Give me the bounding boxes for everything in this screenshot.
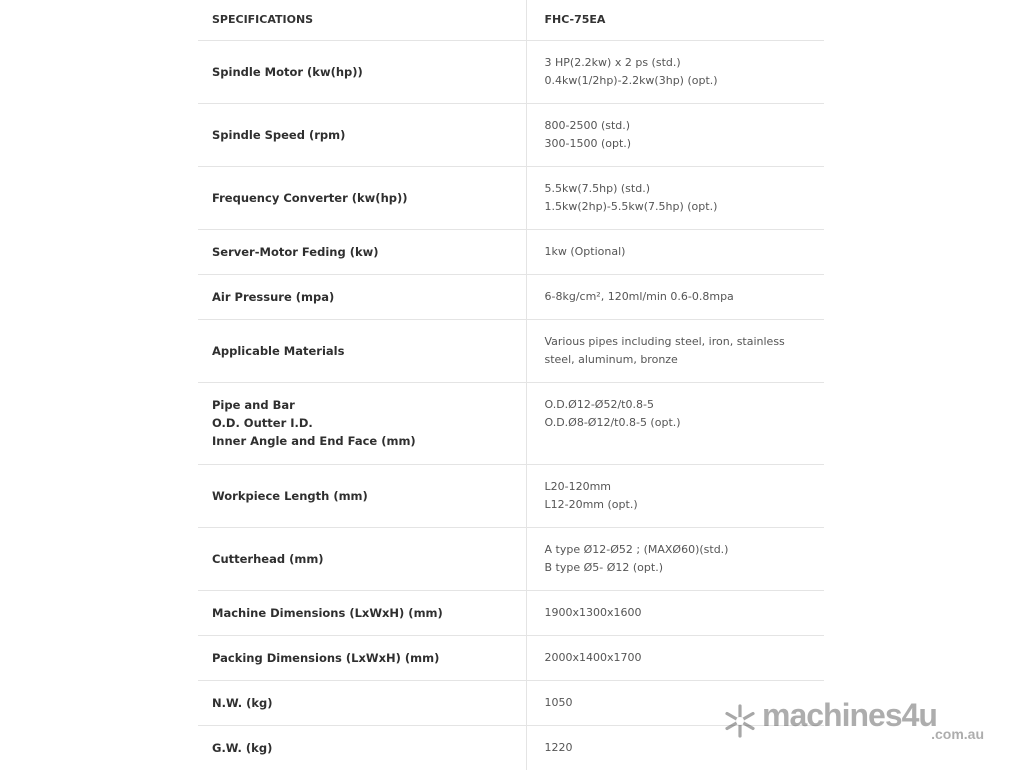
row-value (526, 229, 824, 274)
watermark-brand: machines4u (762, 697, 937, 733)
row-label: G.W. (kg) (212, 740, 273, 755)
row-label (198, 382, 526, 464)
table-row (198, 40, 824, 103)
table-row (198, 274, 824, 319)
row-label: N.W. (kg) (198, 680, 526, 725)
value-line: L12-20mm (opt.) (544, 497, 638, 511)
row-label: Frequency Converter (kw(hp)) (198, 166, 526, 229)
value-line: 3 HP(2.2kw) x 2 ps (std.) (544, 55, 681, 69)
value-line: 1.5kw(2hp)-5.5kw(7.5hp) (opt.) (544, 199, 718, 213)
machines4u-watermark (722, 697, 990, 744)
table-row (198, 635, 824, 680)
row-label: Applicable Materials (198, 319, 526, 382)
row-value (526, 40, 824, 103)
row-value (526, 319, 824, 382)
table-row (198, 103, 824, 166)
value-line: 5.5kw(7.5hp) (std.) (544, 181, 650, 195)
label-line: O.D. Outter I.D. (212, 416, 313, 430)
header-model-cell: FHC-75EA (526, 0, 824, 40)
value-line: 800-2500 (std.) (544, 118, 631, 132)
value-line: 1050 (544, 695, 573, 709)
value-line: 6-8kg/cm², 120ml/min 0.6-0.8mpa (544, 289, 734, 303)
row-value (526, 464, 824, 527)
row-label: Machine Dimensions (LxWxH) (mm) (198, 590, 526, 635)
label-line: Pipe and Bar (212, 398, 295, 412)
value-line: O.D.Ø12-Ø52/t0.8-5 (544, 397, 654, 411)
table-header-row (198, 0, 824, 40)
row-value (526, 527, 824, 590)
value-line: L20-120mm (544, 479, 612, 493)
value-line: 1220 (544, 740, 573, 754)
value-line: 1kw (Optional) (544, 244, 626, 258)
row-label: Workpiece Length (mm) (198, 464, 526, 527)
table-row (198, 166, 824, 229)
row-label: Spindle Motor (kw(hp)) (198, 40, 526, 103)
table-row (198, 382, 824, 464)
value-line: B type Ø5- Ø12 (opt.) (544, 560, 663, 574)
row-label: Spindle Speed (rpm) (198, 103, 526, 166)
watermark-domain: .com.au (931, 726, 984, 742)
value-line: 1900x1300x1600 (544, 605, 642, 619)
row-value (526, 274, 824, 319)
row-value (526, 382, 824, 464)
snowflake-star-icon (722, 703, 758, 739)
row-value (526, 166, 824, 229)
table-row (198, 527, 824, 590)
label-line: Inner Angle and End Face (mm) (212, 434, 416, 448)
value-line: Various pipes including steel, iron, stainless steel, aluminum, bronze (544, 334, 785, 366)
table-row (198, 319, 824, 382)
table-row (198, 590, 824, 635)
value-line: 0.4kw(1/2hp)-2.2kw(3hp) (opt.) (544, 73, 718, 87)
row-label: Air Pressure (mpa) (198, 274, 526, 319)
value-line: A type Ø12-Ø52 ; (MAXØ60)(std.) (544, 542, 729, 556)
header-label-cell: SPECIFICATIONS (198, 0, 526, 40)
table-row (198, 229, 824, 274)
value-line: 2000x1400x1700 (544, 650, 642, 664)
table-row (198, 464, 824, 527)
value-line: O.D.Ø8-Ø12/t0.8-5 (opt.) (544, 415, 681, 429)
row-label: Server-Motor Feding (kw) (198, 229, 526, 274)
value-line: 300-1500 (opt.) (544, 136, 632, 150)
row-label: Packing Dimensions (LxWxH) (mm) (198, 635, 526, 680)
row-value (526, 103, 824, 166)
row-value (526, 590, 824, 635)
row-value (526, 635, 824, 680)
specifications-table (198, 0, 824, 770)
row-label: Cutterhead (mm) (198, 527, 526, 590)
